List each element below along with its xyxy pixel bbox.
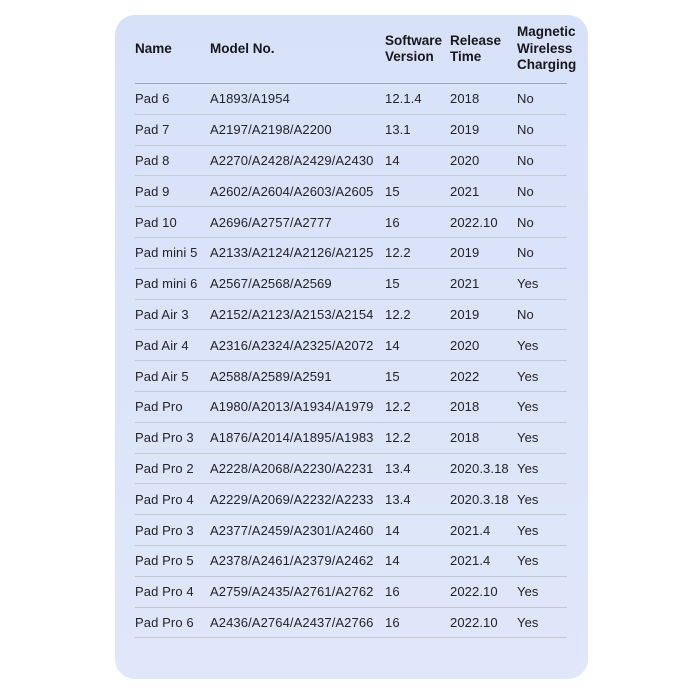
cell-software-version: 13.4 bbox=[385, 491, 411, 507]
cell-name: Pad Air 5 bbox=[135, 368, 189, 384]
cell-name: Pad Pro 3 bbox=[135, 430, 194, 446]
cell-magnetic-charging: No bbox=[517, 152, 534, 168]
cell-software-version: 14 bbox=[385, 553, 400, 569]
cell-software-version: 14 bbox=[385, 337, 400, 353]
cell-magnetic-charging: Yes bbox=[517, 276, 539, 292]
cell-release-time: 2021.4 bbox=[450, 553, 491, 569]
table-row bbox=[135, 515, 567, 546]
cell-name: Pad mini 6 bbox=[135, 276, 198, 292]
cell-model-no: A2377/A2459/A2301/A2460 bbox=[210, 522, 374, 538]
cell-name: Pad mini 5 bbox=[135, 245, 198, 261]
cell-release-time: 2022.10 bbox=[450, 614, 498, 630]
cell-release-time: 2018 bbox=[450, 430, 480, 446]
cell-magnetic-charging: No bbox=[517, 245, 534, 261]
cell-model-no: A2567/A2568/A2569 bbox=[210, 276, 332, 292]
cell-software-version: 12.2 bbox=[385, 245, 411, 261]
cell-magnetic-charging: Yes bbox=[517, 460, 539, 476]
cell-model-no: A2602/A2604/A2603/A2605 bbox=[210, 183, 374, 199]
cell-magnetic-charging: No bbox=[517, 122, 534, 138]
cell-software-version: 12.2 bbox=[385, 306, 411, 322]
cell-release-time: 2022.10 bbox=[450, 214, 498, 230]
cell-software-version: 13.4 bbox=[385, 460, 411, 476]
table-row bbox=[135, 361, 567, 392]
column-header-model-no: Model No. bbox=[210, 40, 275, 56]
cell-release-time: 2022.10 bbox=[450, 584, 498, 600]
cell-name: Pad Pro 2 bbox=[135, 460, 194, 476]
cell-model-no: A2152/A2123/A2153/A2154 bbox=[210, 306, 374, 322]
cell-software-version: 15 bbox=[385, 368, 400, 384]
cell-name: Pad 7 bbox=[135, 122, 170, 138]
cell-name: Pad 10 bbox=[135, 214, 177, 230]
cell-release-time: 2021 bbox=[450, 183, 480, 199]
cell-magnetic-charging: Yes bbox=[517, 522, 539, 538]
cell-release-time: 2020 bbox=[450, 152, 480, 168]
cell-release-time: 2021.4 bbox=[450, 522, 491, 538]
cell-magnetic-charging: Yes bbox=[517, 337, 539, 353]
cell-software-version: 16 bbox=[385, 584, 400, 600]
table-row bbox=[135, 84, 567, 115]
cell-model-no: A2270/A2428/A2429/A2430 bbox=[210, 152, 374, 168]
table-row bbox=[135, 546, 567, 577]
cell-name: Pad 6 bbox=[135, 91, 170, 107]
cell-model-no: A2696/A2757/A2777 bbox=[210, 214, 332, 230]
cell-release-time: 2019 bbox=[450, 245, 480, 261]
cell-magnetic-charging: No bbox=[517, 91, 534, 107]
cell-model-no: A2197/A2198/A2200 bbox=[210, 122, 332, 138]
table-row bbox=[135, 207, 567, 238]
cell-magnetic-charging: Yes bbox=[517, 368, 539, 384]
cell-release-time: 2020.3.18 bbox=[450, 491, 509, 507]
table-row bbox=[135, 392, 567, 423]
cell-software-version: 16 bbox=[385, 614, 400, 630]
cell-magnetic-charging: Yes bbox=[517, 584, 539, 600]
column-header-magnetic-charging: Magnetic Wireless Charging bbox=[517, 24, 577, 73]
table-row bbox=[135, 115, 567, 146]
table-header-row bbox=[135, 15, 577, 84]
cell-software-version: 14 bbox=[385, 522, 400, 538]
column-header-release-time: Release Time bbox=[450, 32, 502, 64]
cell-release-time: 2019 bbox=[450, 306, 480, 322]
cell-model-no: A2133/A2124/A2126/A2125 bbox=[210, 245, 374, 261]
cell-software-version: 14 bbox=[385, 152, 400, 168]
cell-model-no: A1980/A2013/A1934/A1979 bbox=[210, 399, 374, 415]
cell-name: Pad Pro 4 bbox=[135, 584, 194, 600]
table-body bbox=[135, 84, 567, 638]
cell-release-time: 2020 bbox=[450, 337, 480, 353]
cell-name: Pad 8 bbox=[135, 152, 170, 168]
cell-name: Pad Pro 4 bbox=[135, 491, 194, 507]
cell-magnetic-charging: Yes bbox=[517, 553, 539, 569]
cell-software-version: 12.1.4 bbox=[385, 91, 422, 107]
cell-magnetic-charging: Yes bbox=[517, 614, 539, 630]
table-row bbox=[135, 238, 567, 269]
cell-model-no: A2378/A2461/A2379/A2462 bbox=[210, 553, 374, 569]
table-row bbox=[135, 300, 567, 331]
table-row bbox=[135, 577, 567, 608]
cell-magnetic-charging: Yes bbox=[517, 430, 539, 446]
cell-magnetic-charging: Yes bbox=[517, 491, 539, 507]
cell-model-no: A2588/A2589/A2591 bbox=[210, 368, 332, 384]
cell-magnetic-charging: Yes bbox=[517, 399, 539, 415]
cell-name: Pad Pro 6 bbox=[135, 614, 194, 630]
cell-name: Pad 9 bbox=[135, 183, 170, 199]
cell-release-time: 2020.3.18 bbox=[450, 460, 509, 476]
cell-name: Pad Pro bbox=[135, 399, 183, 415]
cell-software-version: 12.2 bbox=[385, 399, 411, 415]
cell-software-version: 12.2 bbox=[385, 430, 411, 446]
cell-name: Pad Pro 5 bbox=[135, 553, 194, 569]
cell-name: Pad Air 3 bbox=[135, 306, 189, 322]
cell-name: Pad Pro 3 bbox=[135, 522, 194, 538]
cell-magnetic-charging: No bbox=[517, 306, 534, 322]
cell-release-time: 2021 bbox=[450, 276, 480, 292]
cell-model-no: A2228/A2068/A2230/A2231 bbox=[210, 460, 374, 476]
table-row bbox=[135, 454, 567, 485]
table-row bbox=[135, 146, 567, 177]
cell-software-version: 16 bbox=[385, 214, 400, 230]
table-row bbox=[135, 269, 567, 300]
cell-release-time: 2022 bbox=[450, 368, 480, 384]
table-row bbox=[135, 176, 567, 207]
table-row bbox=[135, 423, 567, 454]
cell-model-no: A2229/A2069/A2232/A2233 bbox=[210, 491, 374, 507]
cell-software-version: 15 bbox=[385, 183, 400, 199]
cell-magnetic-charging: No bbox=[517, 183, 534, 199]
cell-magnetic-charging: No bbox=[517, 214, 534, 230]
table-row bbox=[135, 484, 567, 515]
cell-release-time: 2019 bbox=[450, 122, 480, 138]
cell-model-no: A2759/A2435/A2761/A2762 bbox=[210, 584, 374, 600]
cell-software-version: 15 bbox=[385, 276, 400, 292]
table-row bbox=[135, 330, 567, 361]
cell-model-no: A2316/A2324/A2325/A2072 bbox=[210, 337, 374, 353]
cell-model-no: A1876/A2014/A1895/A1983 bbox=[210, 430, 374, 446]
column-header-software-version: Software Version bbox=[385, 32, 443, 64]
cell-software-version: 13.1 bbox=[385, 122, 411, 138]
cell-release-time: 2018 bbox=[450, 91, 480, 107]
spec-table-card bbox=[115, 15, 588, 679]
table-row bbox=[135, 608, 567, 639]
cell-model-no: A1893/A1954 bbox=[210, 91, 290, 107]
cell-model-no: A2436/A2764/A2437/A2766 bbox=[210, 614, 374, 630]
cell-release-time: 2018 bbox=[450, 399, 480, 415]
column-header-name: Name bbox=[135, 40, 172, 56]
cell-name: Pad Air 4 bbox=[135, 337, 189, 353]
